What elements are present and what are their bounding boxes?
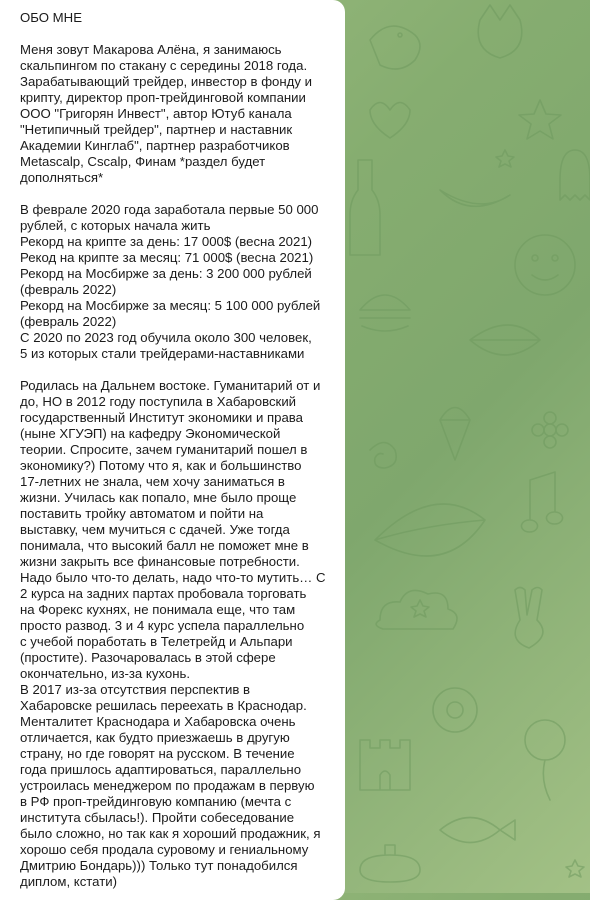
message-line: Академии Кинглаб", партнер разработчиков xyxy=(20,138,290,153)
message-line: Родилась на Дальнем востоке. Гуманитарий от и xyxy=(20,378,321,393)
message-line: устроилась менеджером по продажам в первую xyxy=(20,778,315,793)
message-line: окончательно, из-за кухонь. xyxy=(20,666,191,681)
message-line: страну, но где говорят на русском. В течение xyxy=(20,746,295,761)
message-line: диплом, кстати) xyxy=(20,874,118,889)
message-line: (ныне ХГУЭП) на кафедру Экономической xyxy=(20,426,281,441)
message-line: Менталитет Краснодара и Хабаровска очень xyxy=(20,714,296,729)
message-line: государственный Институт экономики и права xyxy=(20,410,303,425)
message-line: выставку, чем мучиться с сдачей. Уже тогда xyxy=(20,522,290,537)
message-line: экономику?) Потому что я, как и большинство xyxy=(20,458,302,473)
message-paragraph-intro xyxy=(20,42,337,186)
message-line: ООО "Григорян Инвест", автор Ютуб канала xyxy=(20,106,292,121)
message-line: 2 курса на задних партах пробовала торговать xyxy=(20,586,307,601)
message-line: теории. Спросите, зачем гуманитарий пошел в xyxy=(20,442,308,457)
message-paragraph-relocation xyxy=(20,682,337,890)
message-line: В феврале 2020 года заработала первые 50 000 xyxy=(20,202,319,217)
message-paragraph-records xyxy=(20,202,337,362)
message-line: Надо было что-то делать, надо что-то мутить… С xyxy=(20,570,326,585)
message-line: Рекорд на Мосбирже за день: 3 200 000 рублей xyxy=(20,266,312,281)
message-line: Зарабатывающий трейдер, инвестор в фонду и xyxy=(20,74,312,89)
message-line: Дмитрию Бондарь))) Только тут понадобился xyxy=(20,858,298,873)
message-line: В 2017 из-за отсутствия перспектив в xyxy=(20,682,251,697)
message-line: С 2020 по 2023 год обучила около 300 человек, xyxy=(20,330,312,345)
message-line: с учебой поработать в Телетрейд и Альпари xyxy=(20,634,293,649)
message-line: в РФ проп-трейдинговую компанию (мечта с xyxy=(20,794,292,809)
message-line: (февраль 2022) xyxy=(20,314,117,329)
message-line: крипту, директор проп-трейдинговой компании xyxy=(20,90,306,105)
message-line: Меня зовут Макарова Алёна, я занимаюсь xyxy=(20,42,282,57)
message-paragraph-biography xyxy=(20,378,337,682)
message-line: было сложно, но так как я хороший продажник, я xyxy=(20,826,321,841)
message-line: Рекод на крипте за месяц: 71 000$ (весна 2021) xyxy=(20,250,314,265)
message-line: Рекорд на Мосбирже за месяц: 5 100 000 рублей xyxy=(20,298,321,313)
message-line: года пришлось адаптироваться, параллельно xyxy=(20,762,302,777)
message-line: 5 из которых стали трейдерами-наставниками xyxy=(20,346,305,361)
message-line: скальпингом по стакану с середины 2018 года. xyxy=(20,58,308,73)
message-line: хорошо себя продала суровому и гениальному xyxy=(20,842,309,857)
message-line: жизни закрыть все финансовые потребности. xyxy=(20,554,300,569)
message-line: Хабаровске решилась переехать в Краснодар. xyxy=(20,698,307,713)
message-line: до, НО в 2012 году поступила в Хабаровский xyxy=(20,394,297,409)
message-line: дополняться* xyxy=(20,170,104,185)
message-line: 17-летних не знала, чем хочу заниматься в xyxy=(20,474,285,489)
message-line: "Нетипичный трейдер", партнер и наставник xyxy=(20,122,293,137)
message-title: ОБО МНЕ xyxy=(20,10,82,25)
message-line: просто развод. 3 и 4 курс успела параллельно xyxy=(20,618,305,633)
message-line: жизни. Училась как попало, мне было проще xyxy=(20,490,297,505)
message-line: (простите). Разочаровалась в этой сфере xyxy=(20,650,276,665)
message-line: отличается, как будто приезжаешь в другую xyxy=(20,730,290,745)
message-line: Metascalp, Cscalp, Финам *раздел будет xyxy=(20,154,266,169)
message-line: понимала, что высокий балл не поможет мне в xyxy=(20,538,309,553)
message-line: (февраль 2022) xyxy=(20,282,117,297)
message-line: Рекорд на крипте за день: 17 000$ (весна 2021) xyxy=(20,234,313,249)
message-line: института сбылась!). Пройти собеседование xyxy=(20,810,295,825)
message-line: рублей, с которых начала жить xyxy=(20,218,211,233)
message-line: поставить тройку автоматом и пойти на xyxy=(20,506,264,521)
message-line: на Форекс кухнях, не понимала еще, что там xyxy=(20,602,296,617)
